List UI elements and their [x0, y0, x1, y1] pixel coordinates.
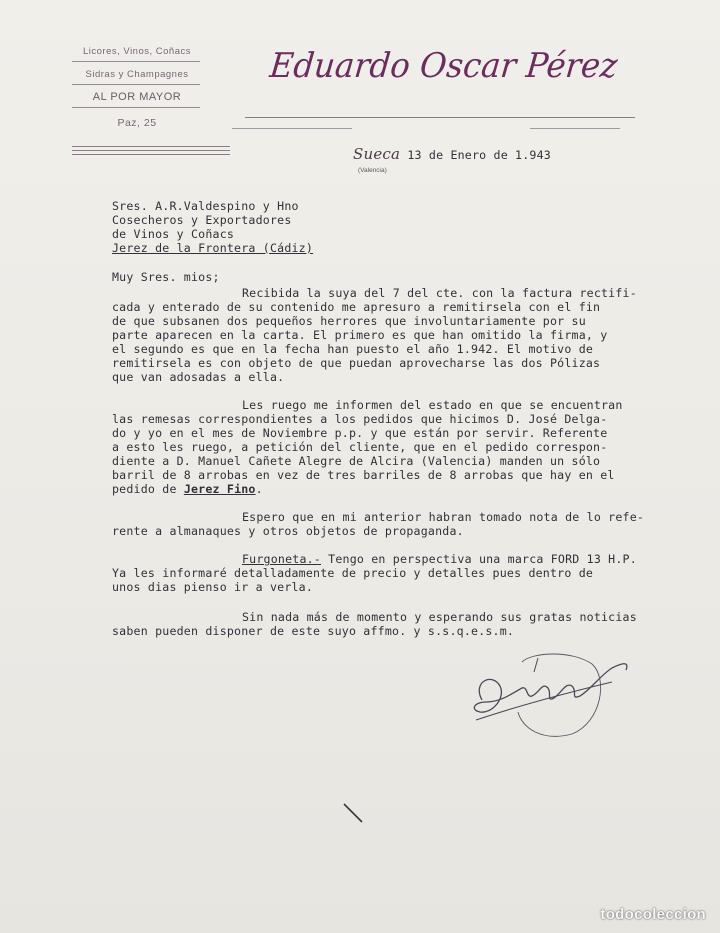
watermark: todocoleccion	[600, 906, 706, 923]
brand-name-text: Eduardo Oscar Pérez	[268, 46, 620, 86]
furgoneta-heading: Furgoneta.-	[242, 552, 321, 566]
dateline-place: Sueca	[353, 145, 401, 163]
paragraph-line: diente a D. Manuel Cañete Alegre de Alcira (Valencia) manden un sólo	[112, 454, 601, 468]
letterhead-rule	[72, 154, 230, 155]
letterhead-rule	[72, 146, 230, 147]
jerez-fino-text: Jerez Fino	[183, 482, 256, 496]
paragraph-line: el segundo es que en la fecha han puesto el año 1.942. El motivo de	[112, 342, 594, 356]
paragraph-line: Recibida la suya del 7 del cte. con la factura rectifi-	[242, 286, 637, 300]
letterhead-rule	[72, 150, 230, 151]
letterhead-rule	[72, 84, 200, 85]
dateline-date: 13 de Enero de 1.943	[407, 148, 551, 162]
dateline	[353, 145, 551, 163]
paragraph-line: barril de 8 arrobas en vez de tres barriles de 8 arrobas que hay en el	[112, 468, 615, 482]
paragraph-text: .	[255, 482, 263, 496]
ink-mark	[342, 802, 366, 826]
paragraph-line: Sin nada más de momento y esperando sus gratas noticias	[242, 610, 637, 624]
paragraph-line	[112, 482, 263, 496]
salutation: Muy Sres. mios;	[112, 270, 220, 284]
signature	[462, 642, 642, 752]
letterhead-products-1: Licores, Vinos, Coñacs	[83, 46, 191, 57]
paragraph-line: Les ruego me informen del estado en que se encuentran	[242, 398, 623, 412]
dateline-region: (Valencia)	[358, 167, 387, 174]
paragraph-line: cada y enterado de su contenido me apresuro a remitirsela con el fin	[112, 300, 601, 314]
paragraph-line: unos dias pienso ir a verla.	[112, 580, 314, 594]
letterhead-address: Paz, 25	[117, 117, 157, 129]
paragraph-line: Ya les informaré detalladamente de precio y detalles pues dentro de	[112, 566, 594, 580]
paragraph-line: que van adosadas a ella.	[112, 370, 285, 384]
paragraph-line: rente a almanaques y otros objetos de propaganda.	[112, 524, 464, 538]
paragraph-line: las remesas correspondientes a los pedidos que hicimos D. José Delga-	[112, 412, 608, 426]
brand-name	[270, 46, 670, 116]
brand-underline	[530, 128, 620, 129]
letterhead-rule	[72, 61, 200, 62]
paragraph-text: pedido de	[112, 482, 184, 496]
brand-underline	[232, 128, 352, 129]
paragraph-line: a esto les ruego, a petición del cliente, que en el pedido correspon-	[112, 440, 608, 454]
recipient-line: Sres. A.R.Valdespino y Hno	[112, 199, 299, 213]
paragraph-line: do y yo en el mes de Noviembre p.p. y que están por servir. Referente	[112, 426, 608, 440]
paragraph-line	[242, 552, 637, 566]
recipient-line: Cosecheros y Exportadores	[112, 213, 292, 227]
paragraph-line: saben pueden disponer de este suyo affmo. y s.s.q.e.s.m.	[112, 624, 515, 638]
recipient-city: Jerez de la Frontera (Cádiz)	[112, 241, 314, 255]
paragraph-line: parte aparecen en la carta. El primero es que han omitido la firma, y	[112, 328, 608, 342]
paragraph-text: Tengo en perspectiva una marca FORD 13 H.P.	[320, 552, 637, 566]
paragraph-line: remitirsela es con objeto de que puedan aprovecharse las dos Pólizas	[112, 356, 601, 370]
letterhead-wholesale: AL POR MAYOR	[92, 91, 182, 103]
letterhead-products-2: Sidras y Champagnes	[85, 69, 189, 80]
letterhead-rule	[72, 107, 200, 108]
paragraph-line: Espero que en mi anterior habran tomado nota de lo refe-	[242, 510, 645, 524]
paragraph-line: de que subsanen dos pequeños herrores que involuntariamente por su	[112, 314, 586, 328]
recipient-line: de Vinos y Coñacs	[112, 227, 235, 241]
brand-underline	[245, 117, 635, 118]
